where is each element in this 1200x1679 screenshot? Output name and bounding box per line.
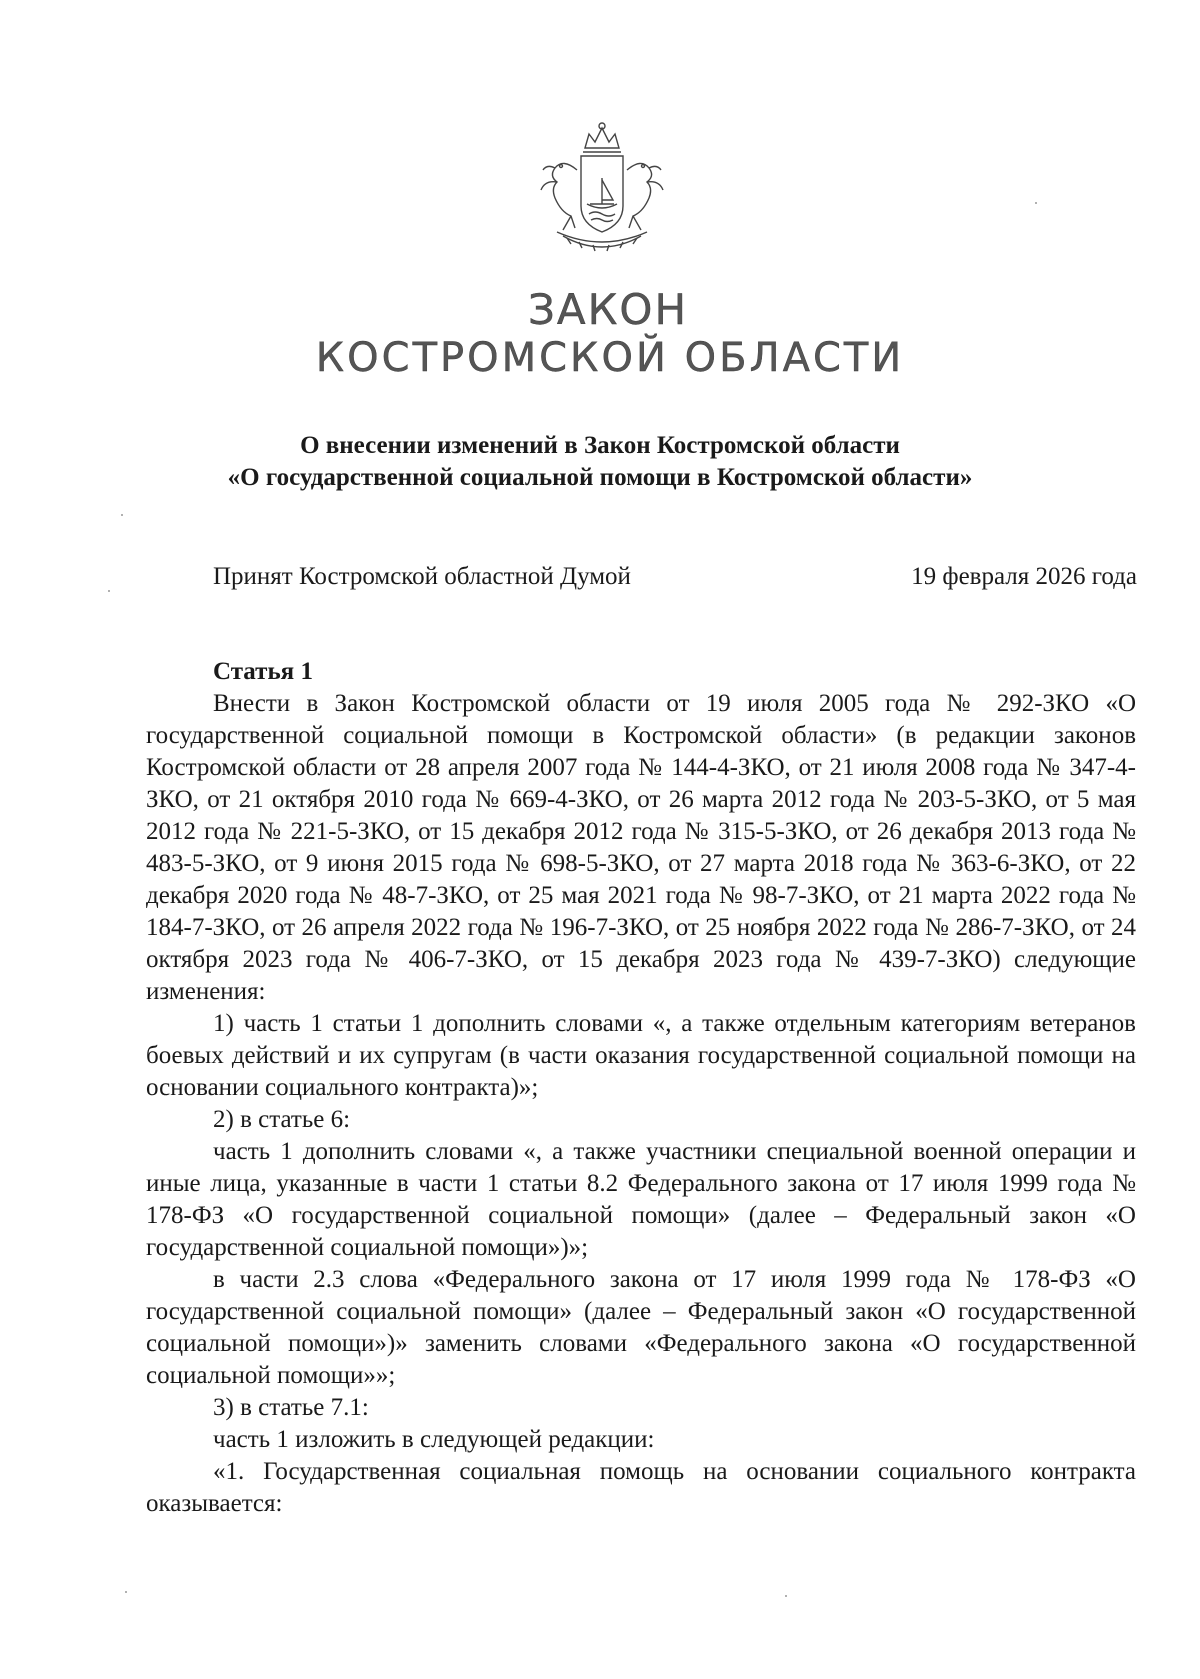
scan-speck — [121, 514, 123, 516]
article-paragraph: 3) в статье 7.1: — [213, 1394, 369, 1421]
article-paragraph: 1) часть 1 статьи 1 дополнить словами «, а также отдельным категориям ветеранов боевых действий и их супругам (в части оказания государственной социальной помощи на основании социального контракта)»; — [146, 1010, 1136, 1101]
article-paragraph: часть 1 изложить в следующей редакции: — [213, 1426, 655, 1453]
subject-line: «О государственной социальной помощи в Костромской области» — [227, 464, 973, 491]
article-paragraph: Внести в Закон Костромской области от 19 июля 2005 года № 292-ЗКО «О государственной социальной помощи в Костромской области» (в редакции законов Костромской области от 28 апреля 2007 года № 144-4-ЗКО, от 21 июля 2008 года № 347-4-ЗКО, от 21 октября 2010 года № 669-4-ЗКО, от 26 марта 2012 года № 203-5-ЗКО, от 5 мая 2012 года № 221-5-ЗКО, от 15 декабря 2012 года № 315-5-ЗКО, от 26 декабря 2013 года № 483-5-ЗКО, от 9 июня 2015 года № 698-5-ЗКО, от 27 марта 2018 года № 363-6-ЗКО, от 22 декабря 2020 года № 48-7-ЗКО, от 25 мая 2021 года № 98-7-ЗКО, от 21 марта 2022 года № 184-7-ЗКО, от 26 апреля 2022 года № 196-7-ЗКО, от 25 ноября 2022 года № 286-7-ЗКО, от 24 октября 2023 года № 406-7-ЗКО, от 15 декабря 2023 года № 439-7-ЗКО) следующие изменения: — [146, 690, 1136, 1005]
article-paragraph: часть 1 дополнить словами «, а также участники специальной военной операции и иные лица, указанные в части 1 статьи 8.2 Федерального закона от 17 июля 1999 года № 178-ФЗ «О государственной социальной помощи» (далее – Федеральный закон «О государственной социальной помощи»)»; — [146, 1138, 1136, 1261]
adoption-date: 19 февраля 2026 года — [911, 563, 1137, 590]
scan-speck — [785, 1595, 787, 1597]
article-paragraph: 2) в статье 6: — [213, 1106, 351, 1133]
subject-line: О внесении изменений в Закон Костромской области — [300, 432, 900, 459]
scan-speck — [125, 1591, 127, 1593]
law-subject — [0, 430, 1200, 494]
article-body — [146, 688, 1136, 1520]
scan-speck — [1035, 202, 1037, 204]
article-heading: Статья 1 — [213, 658, 313, 685]
kostroma-coat-of-arms-icon — [527, 120, 677, 260]
region-title: КОСТРОМСКОЙ ОБЛАСТИ — [315, 335, 905, 381]
scan-speck — [108, 590, 110, 592]
adoption-label: Принят Костромской областной Думой — [213, 563, 631, 590]
article-paragraph: в части 2.3 слова «Федерального закона от 17 июля 1999 года № 178-ФЗ «О государственной социальной помощи» (далее – Федеральный закон «О государственной социальной помощи»)» заменить словами «Федерального закона «О государственной социальной помощи»»; — [146, 1266, 1136, 1389]
law-title: ЗАКОН — [527, 285, 689, 334]
article-paragraph: «1. Государственная социальная помощь на основании социального контракта оказывается: — [146, 1458, 1136, 1517]
